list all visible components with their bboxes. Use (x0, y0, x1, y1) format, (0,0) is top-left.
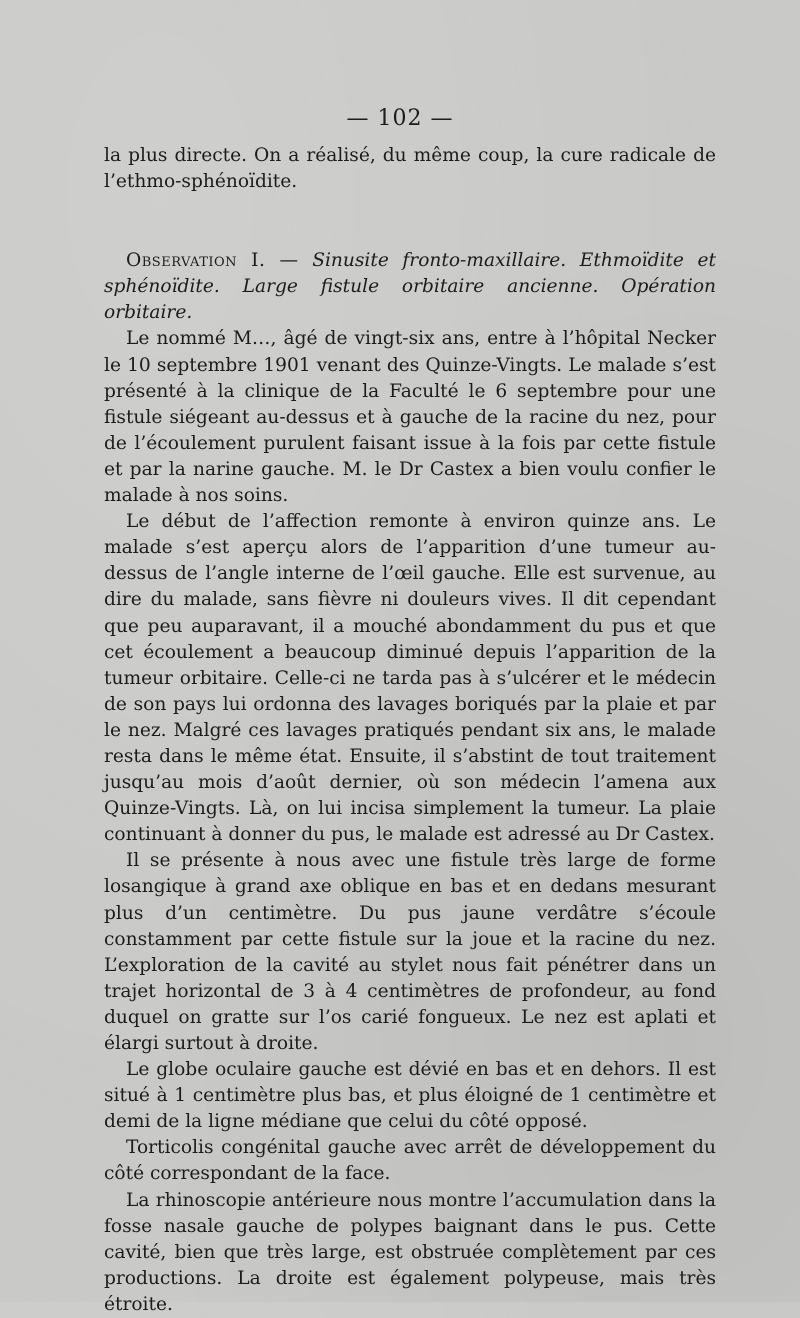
paragraph: La rhinoscopie antérieure nous montre l’accumulation dans la fosse nasale gauche de polypes baignant dans le pus. Cette cavité, bien que très large, est obstruée complètement par ces productions. La droite est également polypeuse, mais très étroite. (104, 1189, 716, 1315)
paragraph: Il se présente à nous avec une fistule très large de forme losangique à grand axe oblique en bas et en dedans mesurant plus d’un centimètre. Du pus jaune verdâtre s’écoule constamment par cette fistule sur la joue et la racine du nez. L’exploration de la cavité au stylet nous fait pénétrer dans un trajet horizontal de 3 à 4 centimètres de profondeur, au fond duquel on gratte sur l’os carié fongueux. Le nez est aplati et élargi surtout à droite. (104, 850, 716, 1054)
page-number: — 102 — (346, 106, 454, 131)
paragraph: Le nommé M…, âgé de vingt-six ans, entre à l’hôpital Necker le 10 septembre 1901 venant des Quinze-Vingts. Le malade s’est présenté à la clinique de la Faculté le 6 septembre pour une fistule siégeant au-dessus et à gauche de la racine du nez, pour de l’écoulement purulent faisant issue à la fois par cette fistule et par la narine gauche. M. le Dr Castex a bien voulu confier le malade à nos soins. (104, 328, 716, 507)
observation-title: Sinusite fronto-maxillaire. Ethmoïdite et sphénoïdite. Large fistule orbitaire ancienne. Opération orbitaire. (104, 250, 716, 324)
paragraph: Torticolis congénital gauche avec arrêt de développement du côté correspondant de la face. (104, 1137, 716, 1185)
intro-paragraph: la plus directe. On a réalisé, du même coup, la cure radicale de l’ethmo-sphénoïdite. (104, 145, 716, 193)
observation-heading (104, 248, 716, 326)
paragraph: Le globe oculaire gauche est dévié en bas et en dehors. Il est situé à 1 centimètre plus bas, et plus éloigné de 1 centimètre et demi de la ligne médiane que celui du côté opposé. (104, 1059, 716, 1133)
paragraph: Le début de l’affection remonte à environ quinze ans. Le malade s’est aperçu alors de l’apparition d’une tumeur au-dessus de l’angle interne de l’œil gauche. Elle est survenue, au dire du malade, sans fièvre ni douleurs vives. Il dit cependant que peu auparavant, il a mouché abondamment du pus et que cet écoulement a beaucoup diminué depuis l’apparition de la tumeur orbitaire. Celle-ci ne tarda pas à s’ulcérer et le médecin de son pays lui ordonna des lavages boriqués par la plaie et par le nez. Malgré ces lavages pratiqués pendant six ans, le malade resta dans le même état. Ensuite, il s’abstint de tout traitement jusqu’au mois d’août dernier, où son médecin l’amena aux Quinze-Vingts. Là, on lui incisa simplement la tumeur. La plaie continuant à donner du pus, le malade est adressé au Dr Castex. (104, 511, 716, 846)
body-text (104, 143, 716, 1318)
observation-label: Observation I. — (126, 250, 299, 272)
